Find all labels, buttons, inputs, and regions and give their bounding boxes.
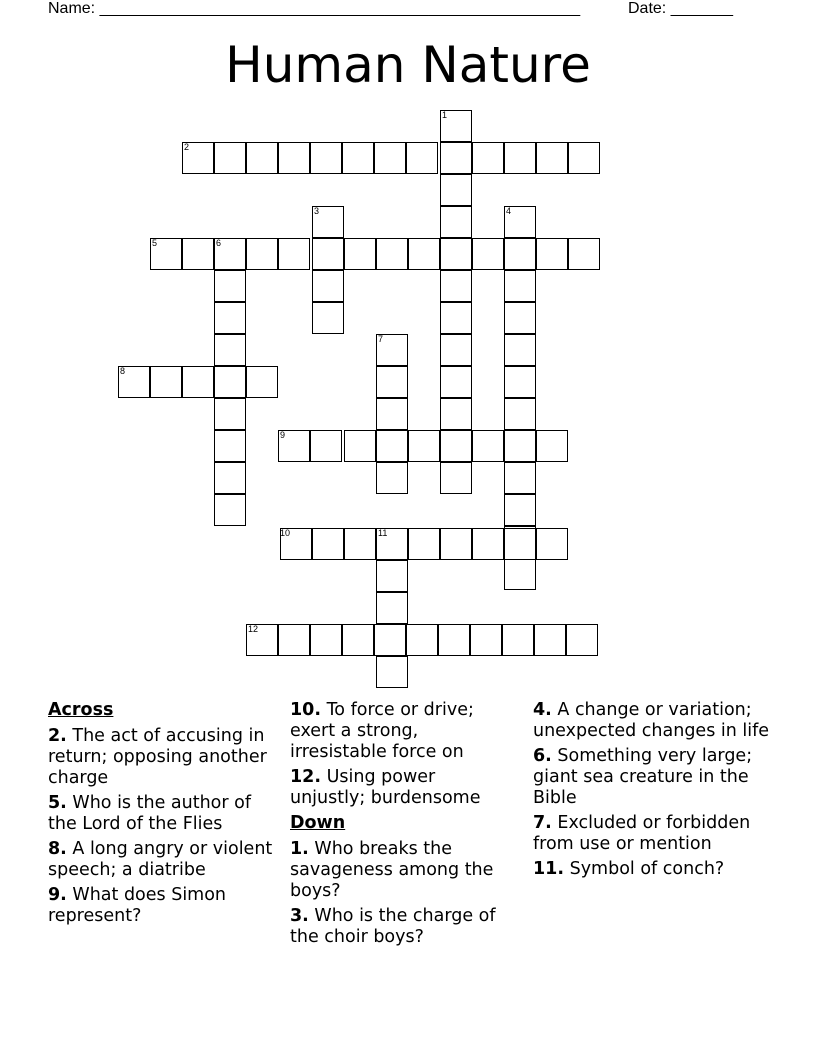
grid-cell[interactable] (438, 624, 470, 656)
grid-cell[interactable] (472, 430, 504, 462)
grid-cell[interactable] (440, 270, 472, 302)
grid-cell[interactable] (182, 238, 214, 270)
down-heading: Down (290, 813, 346, 833)
grid-cell[interactable] (214, 334, 246, 366)
clue-down-6: 6. Something very large; giant sea creature in the Bible (533, 746, 753, 808)
clue-number-10: 10 (280, 528, 291, 538)
grid-cell[interactable] (312, 302, 344, 334)
grid-cell[interactable] (408, 528, 440, 560)
clue-number-11: 11 (378, 528, 388, 538)
clue-number-12: 12 (248, 624, 259, 634)
clues-column-1 (48, 700, 273, 931)
grid-cell[interactable] (344, 528, 376, 560)
grid-cell[interactable] (568, 142, 600, 174)
grid-cell[interactable] (504, 302, 536, 334)
clue-number-5: 5 (152, 238, 158, 248)
clue-number-1: 1 (442, 110, 448, 120)
grid-cell[interactable] (406, 624, 438, 656)
grid-cell[interactable] (214, 398, 246, 430)
grid-cell[interactable] (440, 206, 472, 238)
grid-cell[interactable] (472, 238, 504, 270)
grid-cell[interactable] (214, 142, 246, 174)
grid-cell[interactable] (440, 398, 472, 430)
grid-cell[interactable] (376, 592, 408, 624)
name-field-label: Name: ______________________________________________________ (48, 0, 581, 17)
grid-cell[interactable] (374, 142, 406, 174)
grid-cell[interactable] (376, 656, 408, 688)
grid-cell[interactable] (214, 366, 246, 398)
grid-cell[interactable] (534, 624, 566, 656)
grid-cell[interactable] (504, 238, 536, 270)
grid-cell[interactable] (440, 528, 472, 560)
grid-cell[interactable] (504, 528, 536, 560)
clue-down-11: 11. Symbol of conch? (533, 859, 725, 879)
clue-across-9: 9. What does Simon represent? (48, 885, 227, 926)
clue-number-9: 9 (280, 430, 286, 440)
grid-cell[interactable] (342, 142, 374, 174)
clue-across-12: 12. Using power unjustly; burdensome (290, 767, 481, 808)
grid-cell[interactable] (246, 366, 278, 398)
grid-cell[interactable] (376, 462, 408, 494)
grid-cell[interactable] (408, 430, 440, 462)
date-field-label: Date: _______ (628, 0, 733, 17)
grid-cell[interactable] (342, 624, 374, 656)
grid-cell[interactable] (344, 238, 376, 270)
grid-cell[interactable] (504, 430, 536, 462)
grid-cell[interactable] (246, 238, 278, 270)
grid-cell[interactable] (376, 398, 408, 430)
clue-across-5: 5. Who is the author of the Lord of the Flies (48, 793, 251, 834)
grid-cell[interactable] (214, 430, 246, 462)
grid-cell[interactable] (504, 270, 536, 302)
grid-cell[interactable] (440, 174, 472, 206)
clue-number-8: 8 (120, 366, 126, 376)
clue-down-7: 7. Excluded or forbidden from use or mention (533, 813, 751, 854)
grid-cell[interactable] (278, 142, 310, 174)
grid-cell[interactable] (472, 142, 504, 174)
grid-cell[interactable] (312, 238, 344, 270)
grid-cell[interactable] (440, 302, 472, 334)
grid-cell[interactable] (536, 430, 568, 462)
clue-number-2: 2 (184, 142, 190, 152)
grid-cell[interactable] (568, 238, 600, 270)
clue-across-2: 2. The act of accusing in return; opposing another charge (48, 726, 267, 788)
grid-cell[interactable] (182, 366, 214, 398)
grid-cell[interactable] (504, 462, 536, 494)
grid-cell[interactable] (214, 462, 246, 494)
clue-down-1: 1. Who breaks the savageness among the boys? (290, 839, 494, 901)
grid-cell[interactable] (376, 560, 408, 592)
clue-number-4: 4 (506, 206, 512, 216)
grid-cell[interactable] (376, 366, 408, 398)
grid-cell[interactable] (376, 238, 408, 270)
grid-cell[interactable] (504, 558, 536, 590)
grid-cell[interactable] (502, 624, 534, 656)
grid-cell[interactable] (150, 366, 182, 398)
clue-number-3: 3 (314, 206, 320, 216)
grid-cell[interactable] (440, 238, 472, 270)
grid-cell[interactable] (536, 142, 568, 174)
grid-cell[interactable] (440, 334, 472, 366)
page-title: Human Nature (225, 36, 591, 94)
grid-cell[interactable] (278, 238, 310, 270)
grid-cell[interactable] (504, 366, 536, 398)
grid-cell[interactable] (312, 528, 344, 560)
clue-number-6: 6 (216, 238, 222, 248)
clues-column-3 (533, 700, 773, 884)
grid-cell[interactable] (536, 528, 568, 560)
grid-cell[interactable] (310, 624, 342, 656)
grid-cell[interactable] (310, 142, 342, 174)
grid-cell[interactable] (440, 462, 472, 494)
grid-cell[interactable] (408, 238, 440, 270)
grid-cell[interactable] (374, 624, 406, 656)
grid-cell[interactable] (246, 142, 278, 174)
grid-cell[interactable] (504, 334, 536, 366)
grid-cell[interactable] (504, 494, 536, 526)
grid-cell[interactable] (312, 270, 344, 302)
clue-across-8: 8. A long angry or violent speech; a diatribe (48, 839, 273, 880)
grid-cell[interactable] (278, 624, 310, 656)
grid-cell[interactable] (376, 430, 408, 462)
across-heading: Across (48, 700, 114, 720)
grid-cell[interactable] (440, 142, 472, 174)
grid-cell[interactable] (344, 430, 376, 462)
clue-across-10: 10. To force or drive; exert a strong, irresistable force on (290, 700, 474, 762)
grid-cell[interactable] (310, 430, 342, 462)
grid-cell[interactable] (214, 302, 246, 334)
grid-cell[interactable] (504, 398, 536, 430)
grid-cell[interactable] (214, 270, 246, 302)
clue-down-3: 3. Who is the charge of the choir boys? (290, 906, 496, 947)
clue-number-7: 7 (378, 334, 384, 344)
grid-cell[interactable] (214, 494, 246, 526)
clue-down-4: 4. A change or variation; unexpected changes in life (533, 700, 770, 741)
grid-cell[interactable] (566, 624, 598, 656)
grid-cell[interactable] (406, 142, 438, 174)
grid-cell[interactable] (504, 142, 536, 174)
grid-cell[interactable] (472, 528, 504, 560)
grid-cell[interactable] (536, 238, 568, 270)
grid-cell[interactable] (440, 366, 472, 398)
grid-cell[interactable] (440, 430, 472, 462)
grid-cell[interactable] (470, 624, 502, 656)
clues-column-2 (290, 700, 515, 952)
